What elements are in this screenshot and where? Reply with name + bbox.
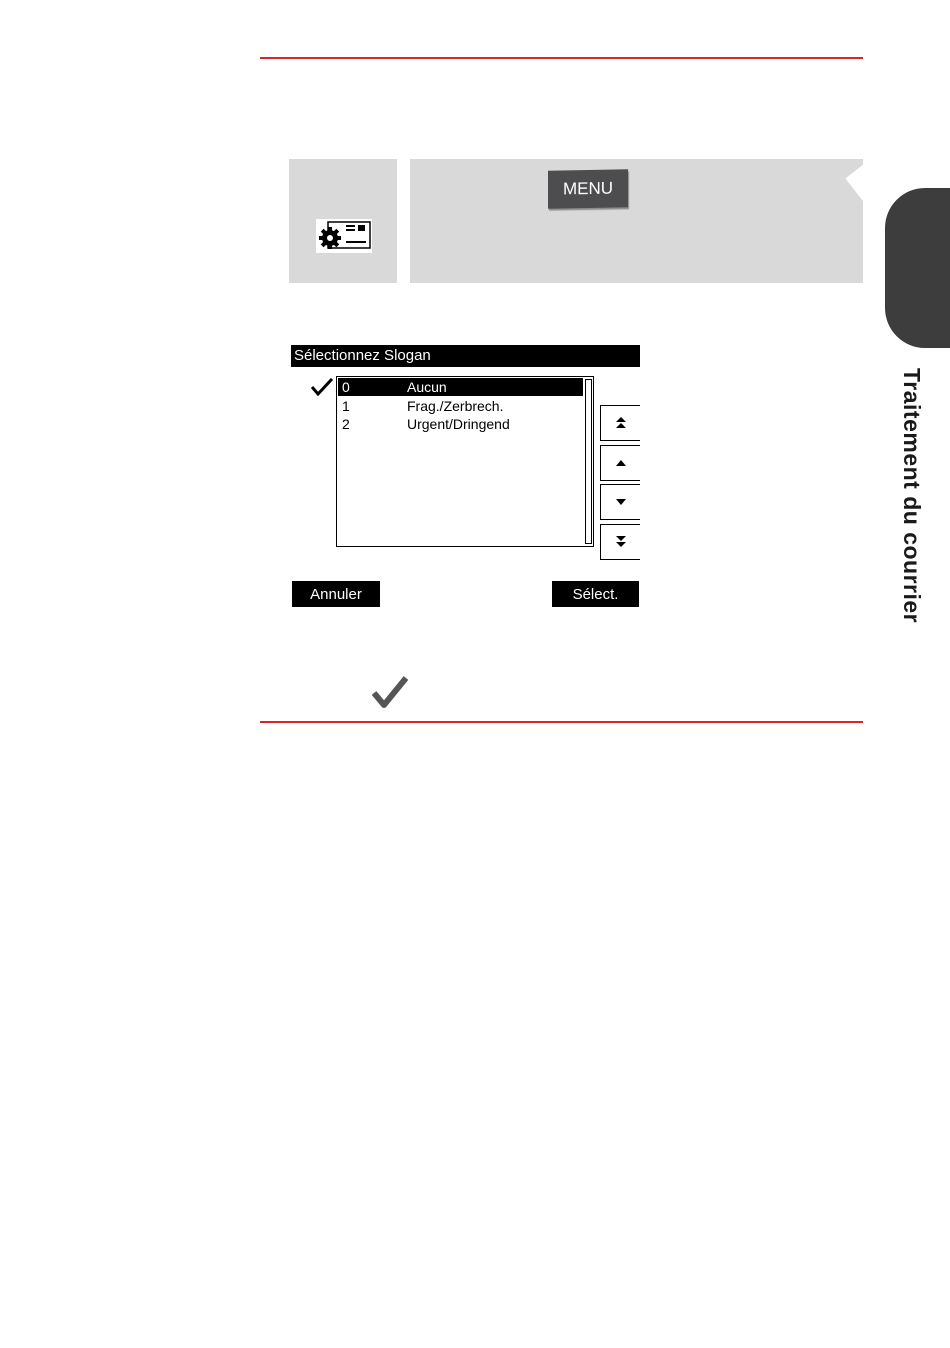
- slogan-list[interactable]: [336, 376, 594, 547]
- page-up-button[interactable]: [600, 405, 640, 441]
- list-scrollbar[interactable]: [585, 379, 592, 544]
- page-down-icon: [615, 535, 627, 549]
- item-label: Aucun: [407, 379, 447, 395]
- arrow-down-icon: [615, 498, 627, 506]
- item-label: Urgent/Dringend: [407, 416, 510, 432]
- arrow-up-button[interactable]: [600, 445, 640, 481]
- list-item[interactable]: [338, 415, 583, 433]
- chapter-tab: [885, 188, 950, 348]
- current-selection-check-icon: [311, 378, 333, 396]
- page-up-icon: [615, 416, 627, 430]
- step-icon-panel: [289, 159, 397, 283]
- page-down-button[interactable]: [600, 524, 640, 560]
- step-instruction-panel: [410, 159, 863, 283]
- item-number: 1: [342, 398, 350, 414]
- select-button[interactable]: Sélect.: [552, 581, 639, 607]
- list-item[interactable]: [338, 378, 583, 396]
- chapter-title: Traitement du courrier: [899, 368, 925, 624]
- confirm-check-icon: [372, 676, 408, 708]
- top-red-rule: [260, 57, 863, 59]
- bottom-red-rule: [260, 721, 863, 723]
- cancel-button[interactable]: Annuler: [292, 581, 380, 607]
- screen-title: Sélectionnez Slogan: [291, 345, 640, 367]
- item-number: 2: [342, 416, 350, 432]
- list-item[interactable]: [338, 397, 583, 415]
- item-number: 0: [342, 379, 350, 395]
- item-label: Frag./Zerbrech.: [407, 398, 504, 414]
- menu-key[interactable]: MENU: [548, 169, 628, 208]
- slogan-selection-screen: [291, 345, 640, 610]
- arrow-down-button[interactable]: [600, 484, 640, 520]
- mail-settings-icon: [316, 219, 372, 253]
- arrow-up-icon: [615, 459, 627, 467]
